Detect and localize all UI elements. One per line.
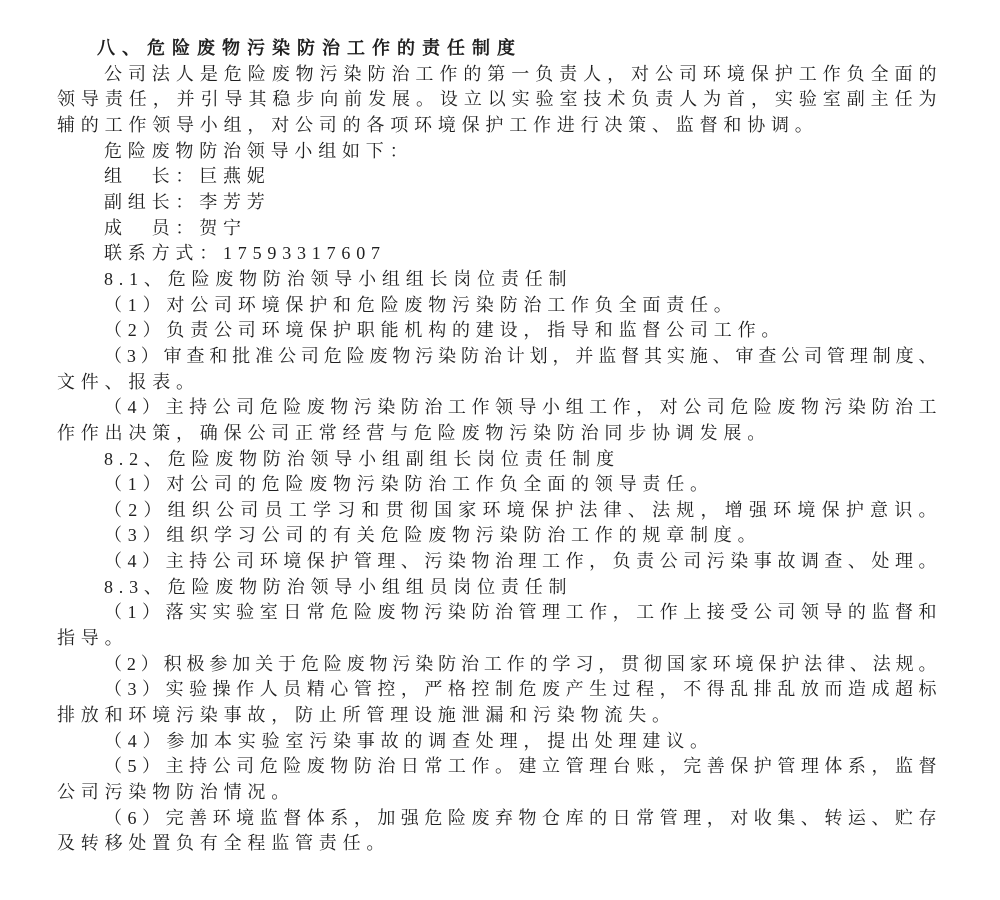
text-line: 联系方式：17593317607 [104, 243, 386, 264]
text-line: （3）审查和批准公司危险废物污染防治计划，并监督其实施、审查公司管理制度、 [104, 345, 941, 366]
text-line: 8.3、危险废物防治领导小组组员岗位责任制 [104, 576, 573, 597]
document-page [57, 36, 941, 857]
text-line: （2）组织公司员工学习和贯彻国家环境保护法律、法规，增强环境保护意识。 [104, 499, 941, 520]
text-line: （4）主持公司环境保护管理、污染物治理工作，负责公司污染事故调查、处理。 [104, 551, 941, 572]
text-line: 辅的工作领导小组，对公司的各项环境保护工作进行决策、监督和协调。 [57, 114, 819, 135]
text-line: （1）落实实验室日常危险废物污染防治管理工作，工作上接受公司领导的监督和 [104, 602, 941, 623]
text-line: 8.2、危险废物防治领导小组副组长岗位责任制度 [104, 448, 620, 469]
text-line: 作作出决策，确保公司正常经营与危险废物污染防治同步协调发展。 [57, 422, 771, 443]
text-line: 文件、报表。 [57, 371, 200, 392]
text-line: 危险废物防治领导小组如下： [104, 140, 414, 161]
text-line: （2）积极参加关于危险废物污染防治工作的学习，贯彻国家环境保护法律、法规。 [104, 653, 941, 674]
text-line: （1）对公司环境保护和危险废物污染防治工作负全面责任。 [104, 294, 738, 315]
text-line: 公司法人是危险废物污染防治工作的第一负责人，对公司环境保护工作负全面的 [104, 63, 941, 84]
text-line: 领导责任，并引导其稳步向前发展。设立以实验室技术负责人为首，实验室副主任为 [57, 89, 941, 110]
text-line: 排放和环境污染事故，防止所管理设施泄漏和污染物流失。 [57, 705, 676, 726]
text-line: （4）主持公司危险废物污染防治工作领导小组工作，对公司危险废物污染防治工 [104, 397, 941, 418]
text-line: （6）完善环境监督体系，加强危险废弃物仓库的日常管理，对收集、转运、贮存 [104, 807, 941, 828]
text-line: （5）主持公司危险废物防治日常工作。建立管理台账，完善保护管理体系，监督 [104, 756, 941, 777]
text-line: 8.1、危险废物防治领导小组组长岗位责任制 [104, 268, 573, 289]
text-line: 及转移处置负有全程监管责任。 [57, 833, 391, 854]
document-heading: 八、危险废物污染防治工作的责任制度 [97, 38, 522, 58]
text-line: （3）组织学习公司的有关危险废物污染防治工作的规章制度。 [104, 525, 762, 546]
text-line: 组 长：巨燕妮 [104, 166, 271, 187]
text-line: （4）参加本实验室污染事故的调查处理，提出处理建议。 [104, 730, 714, 751]
text-line: （2）负责公司环境保护职能机构的建设，指导和监督公司工作。 [104, 320, 786, 341]
text-line: 指导。 [57, 628, 129, 649]
text-line: （3）实验操作人员精心管控，严格控制危废产生过程，不得乱排乱放而造成超标 [104, 679, 941, 700]
text-line: 公司污染物防治情况。 [57, 782, 295, 803]
text-line: 副组长：李芳芳 [104, 191, 271, 212]
text-line: 成 员：贺宁 [104, 217, 247, 238]
text-line: （1）对公司的危险废物污染防治工作负全面的领导责任。 [104, 474, 714, 495]
